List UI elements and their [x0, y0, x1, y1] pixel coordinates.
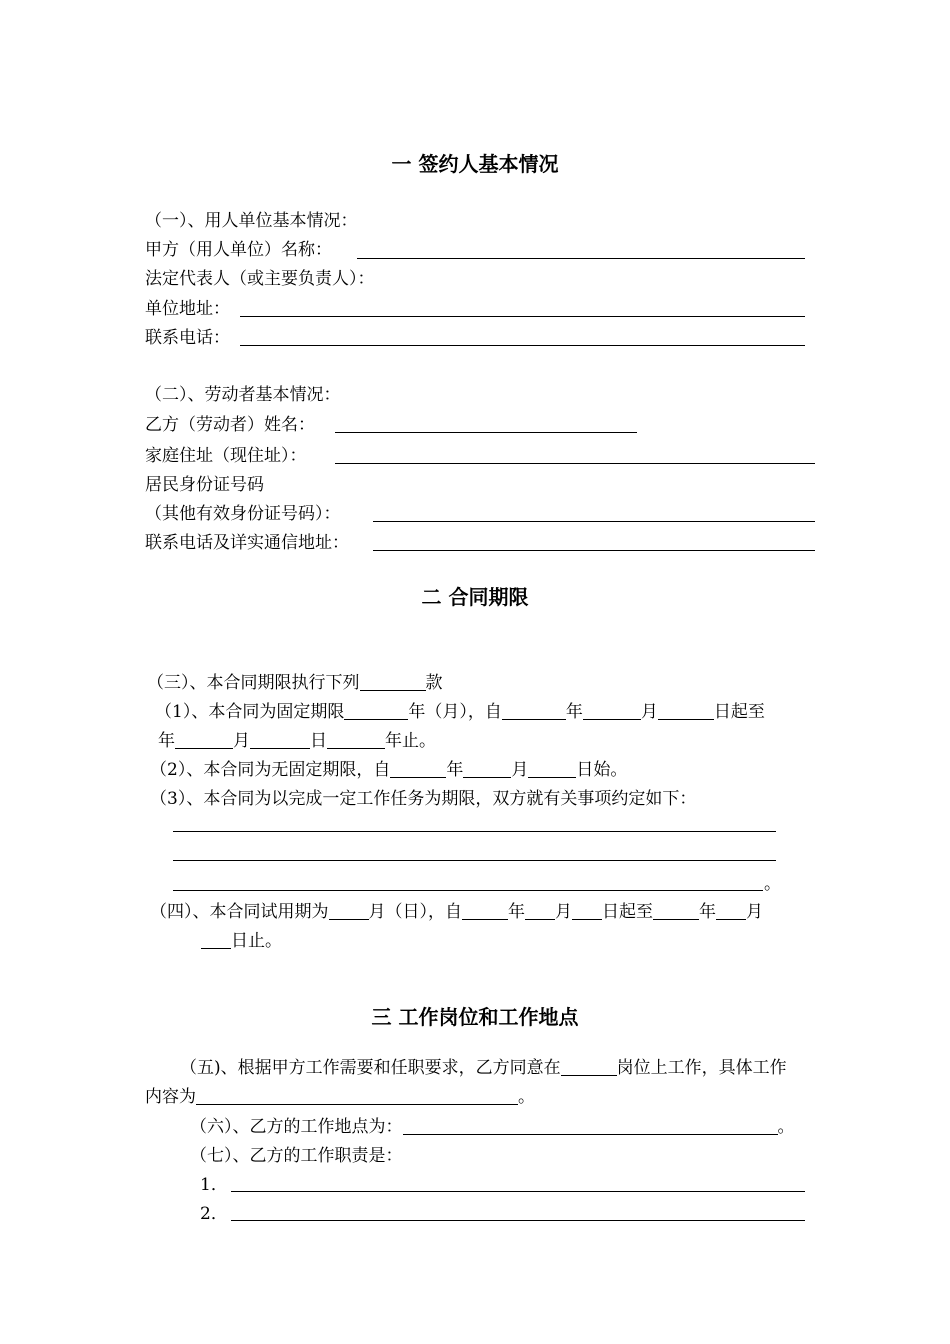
- home-address-label: 家庭住址（现住址）：: [145, 446, 307, 466]
- clause-3-2: [150, 758, 627, 782]
- duty-item-2-label: 2．: [200, 1204, 228, 1224]
- start-year-field[interactable]: [502, 701, 566, 720]
- start-day-field[interactable]: [658, 701, 714, 720]
- end-day-field[interactable]: [327, 730, 385, 749]
- clause-7: （七）、乙方的工作职责是：: [190, 1146, 403, 1166]
- clause-5-period: 。: [518, 1087, 535, 1107]
- year-label: 年: [158, 731, 175, 751]
- job-content-label: 内容为: [145, 1087, 196, 1107]
- id-number-label: 居民身份证号码: [145, 475, 264, 495]
- start-month-field[interactable]: [583, 701, 641, 720]
- clause-3-1-cont: [158, 729, 436, 753]
- clause-3-1: [155, 700, 765, 724]
- month-label: 月: [640, 702, 658, 722]
- clause-3-3: （3）、本合同为以完成一定工作任务为期限，双方就有关事项约定如下：: [150, 789, 697, 809]
- clause-6: [190, 1115, 795, 1139]
- other-id-field[interactable]: [373, 521, 815, 522]
- clause-4: [150, 900, 763, 924]
- month-label: 月: [511, 760, 529, 780]
- clause-4-unit: 月（日），自: [368, 902, 462, 922]
- duty-item-1-field[interactable]: [231, 1191, 805, 1192]
- home-address-field[interactable]: [335, 463, 815, 464]
- probation-start-year-field[interactable]: [462, 901, 508, 920]
- probation-end-day-field[interactable]: [201, 930, 231, 949]
- work-location-label: （六）、乙方的工作地点为：: [190, 1117, 403, 1137]
- employer-name-field[interactable]: [357, 258, 805, 259]
- year-label: 年: [508, 902, 525, 922]
- duty-item-1-label: 1．: [200, 1175, 228, 1195]
- clause-3-2-text: （2）、本合同为无固定期限，自: [150, 760, 391, 780]
- end-month-field[interactable]: [250, 730, 310, 749]
- clause-3: [147, 671, 443, 695]
- employer-address-field[interactable]: [240, 316, 805, 317]
- section-heading-1: 一 签约人基本情况: [391, 152, 559, 176]
- legal-rep-label: 法定代表人（或主要负责人）：: [145, 269, 375, 289]
- employer-phone-label: 联系电话：: [145, 328, 230, 348]
- task-terms-period: 。: [764, 874, 781, 894]
- probation-end-year-field[interactable]: [653, 901, 699, 920]
- end-label: 日止。: [231, 931, 282, 951]
- clause-5-line2: [145, 1085, 535, 1109]
- worker-info-subheading: （二）、劳动者基本情况：: [145, 385, 341, 405]
- probation-start-day-field[interactable]: [572, 901, 602, 920]
- duty-item-2-field[interactable]: [231, 1220, 805, 1221]
- clause-3-1-unit: 年（月），自: [408, 702, 502, 722]
- year-label: 年: [565, 702, 583, 722]
- clause-5: [180, 1056, 787, 1080]
- position-field[interactable]: [561, 1057, 617, 1076]
- end-year-field[interactable]: [175, 730, 233, 749]
- clause-5-cont: 岗位上工作，具体工作: [616, 1058, 787, 1078]
- month-label: 月: [555, 902, 572, 922]
- clause-choice-field[interactable]: [360, 672, 426, 691]
- clause-3-text: （三）、本合同期限执行下列: [147, 673, 360, 693]
- probation-end-month-field[interactable]: [716, 901, 746, 920]
- task-terms-line-3[interactable]: [173, 890, 763, 891]
- task-terms-line-1[interactable]: [173, 831, 776, 832]
- year-label: 年: [699, 902, 716, 922]
- from-to-label: 日起至: [713, 702, 765, 722]
- section-heading-2: 二 合同期限: [421, 585, 529, 609]
- until-label: 年止。: [385, 731, 436, 751]
- employer-info-subheading: （一）、用人单位基本情况：: [145, 211, 358, 231]
- open-start-month-field[interactable]: [463, 759, 511, 778]
- clause-3-suffix: 款: [425, 673, 443, 693]
- fixed-term-length-field[interactable]: [344, 701, 408, 720]
- contact-address-field[interactable]: [373, 550, 815, 551]
- clause-5-text: （五)、根据甲方工作需要和任职要求，乙方同意在: [180, 1058, 561, 1078]
- probation-start-month-field[interactable]: [525, 901, 555, 920]
- day-label: 日: [310, 731, 327, 751]
- job-content-field[interactable]: [196, 1086, 518, 1105]
- task-terms-line-2[interactable]: [173, 860, 776, 861]
- probation-length-field[interactable]: [329, 901, 369, 920]
- start-label: 日始。: [576, 760, 628, 780]
- worker-name-label: 乙方（劳动者）姓名：: [145, 415, 315, 435]
- clause-3-1-text: （1）、本合同为固定期限: [155, 702, 345, 722]
- other-id-label: （其他有效身份证号码）：: [145, 504, 341, 524]
- from-to-label: 日起至: [602, 902, 653, 922]
- clause-4-text: （四）、本合同试用期为: [150, 902, 329, 922]
- year-label: 年: [446, 760, 464, 780]
- worker-name-field[interactable]: [335, 432, 637, 433]
- clause-6-period: 。: [777, 1117, 795, 1137]
- clause-4-cont: [201, 929, 282, 953]
- open-start-day-field[interactable]: [528, 759, 576, 778]
- employer-phone-field[interactable]: [240, 345, 805, 346]
- work-location-field[interactable]: [403, 1116, 778, 1135]
- employer-address-label: 单位地址：: [145, 299, 230, 319]
- employer-name-label: 甲方（用人单位）名称：: [145, 240, 332, 260]
- month-label: 月: [746, 902, 763, 922]
- month-label: 月: [233, 731, 250, 751]
- section-heading-3: 三 工作岗位和工作地点: [371, 1005, 579, 1029]
- open-start-year-field[interactable]: [390, 759, 446, 778]
- contact-address-label: 联系电话及详实通信地址：: [145, 533, 349, 553]
